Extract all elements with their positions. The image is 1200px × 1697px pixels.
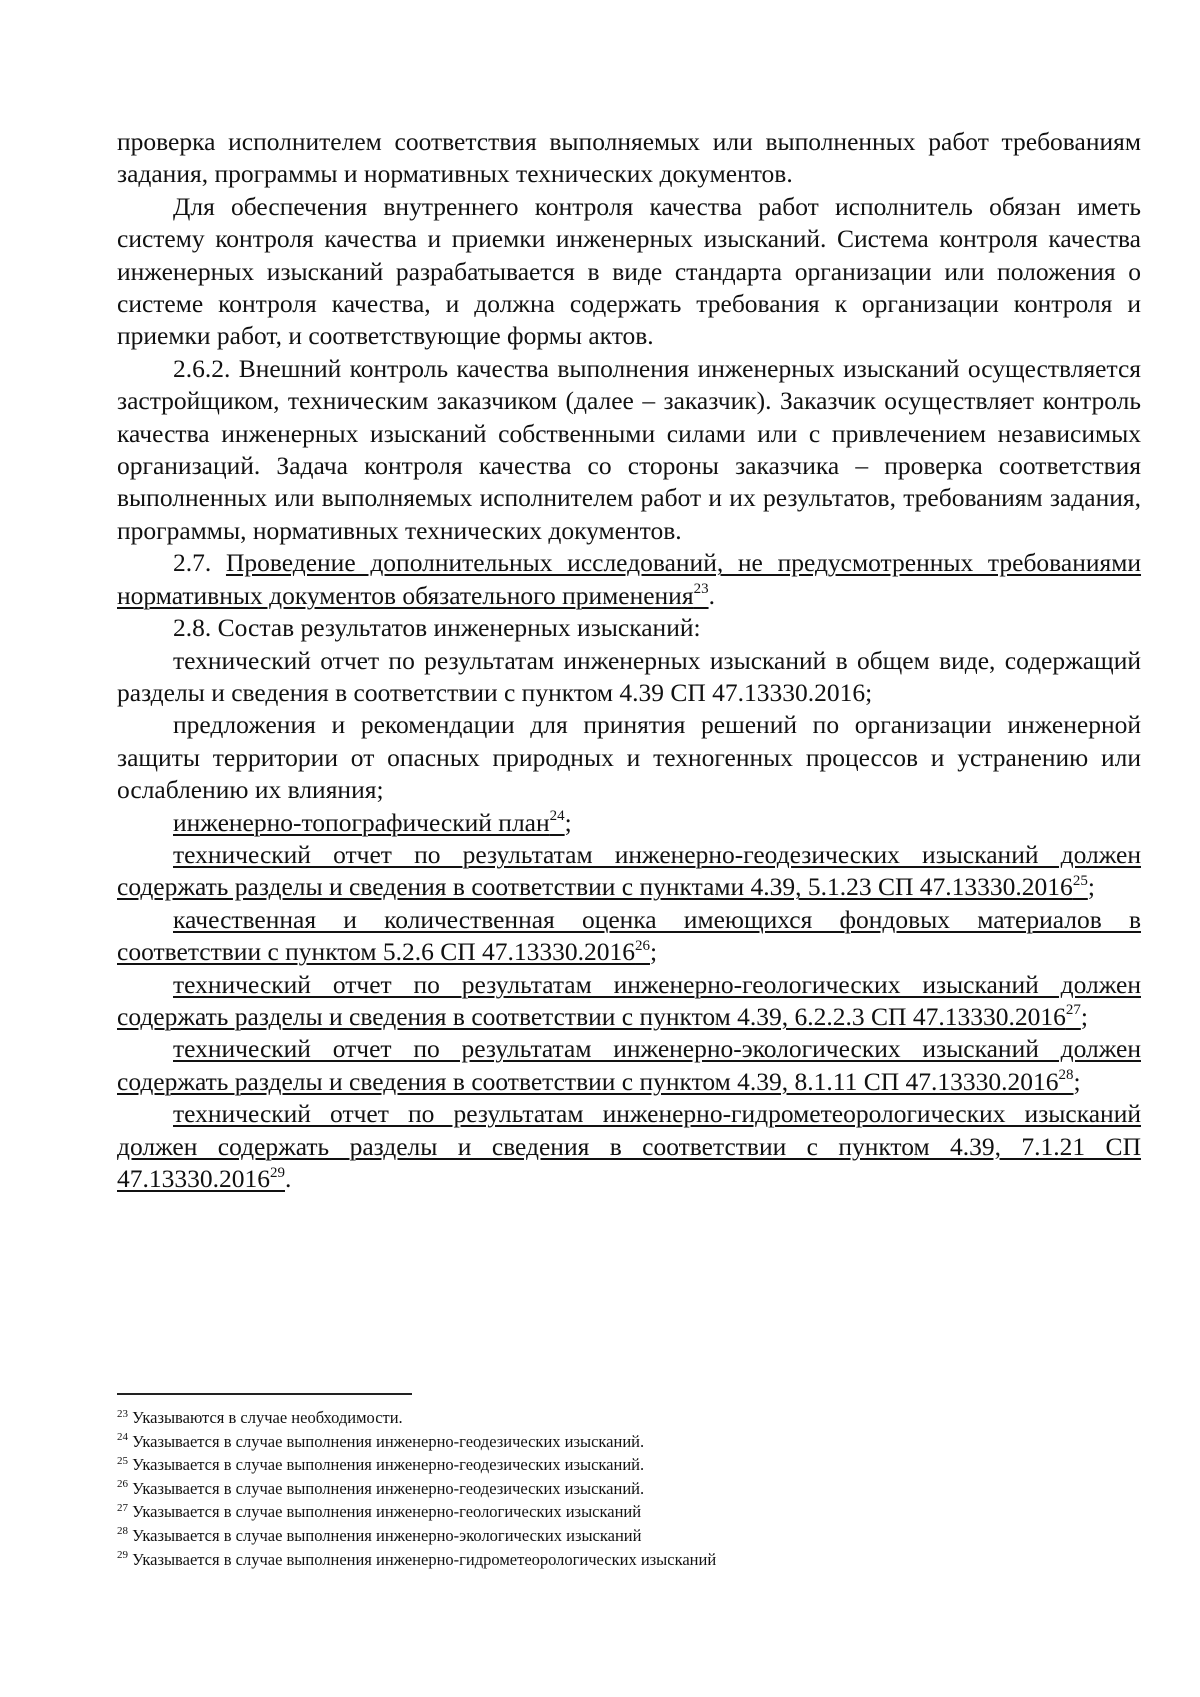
paragraph-2-7-additional-research: 2.7. Проведение дополнительных исследований, не предусмотренных требованиями нормативных документов обязательного применения$^{23}$. (117, 548, 1142, 610)
footnote-27: $^{27}$ Указывается в случае выполнения инженерно-геологических изысканий (117, 1501, 642, 1522)
footnote-24: $^{24}$ Указывается в случае выполнения инженерно-геодезических изысканий. (117, 1431, 645, 1451)
footnote-separator (117, 1393, 412, 1395)
footnote-26: $^{26}$ Указывается в случае выполнения инженерно-геодезических изысканий. (117, 1478, 645, 1498)
footnote-23: $^{23}$ Указываются в случае необходимости. (117, 1407, 403, 1427)
list-item-topographic-plan: инженерно-топографический план$^{24}$; (173, 807, 572, 837)
footnotes (117, 1406, 1141, 1571)
footnote-ref-29: 29 (270, 1164, 285, 1181)
underlined-text: технический отчет по результатам инженерно-геологических изысканий должен содержать разделы и сведения в соответствии с пунктом 4.39, 6.2.2.3 СП 47.13330.2016$^{27}$ (117, 969, 1141, 1031)
underlined-text: технический отчет по результатам инженерно-геодезических изысканий должен содержать разделы и сведения в соответствии с пунктами 4.39, 5.1.23 СП 47.13330.2016$^{25}$ (117, 839, 1141, 902)
footnote-ref-27: 27 (1065, 1002, 1081, 1019)
footnote-ref-28: 28 (1058, 1067, 1074, 1084)
footnote-28: $^{28}$ Указывается в случае выполнения инженерно-экологических изысканий (117, 1525, 642, 1545)
footnote-25: $^{25}$ Указывается в случае выполнения инженерно-геодезических изысканий. (117, 1454, 645, 1475)
list-item-hydrometeorological-report: технический отчет по результатам инженерно-гидрометеорологических изысканий должен содержать разделы и сведения в соответствии с пунктом 4.39, 7.1.21 СП 47.13330.2016$^{29}$. (117, 1099, 1141, 1193)
underlined-text: технический отчет по результатам инженерно-гидрометеорологических изысканий должен содержать разделы и сведения в соответствии с пунктом 4.39, 7.1.21 СП 47.13330.2016$^{29}$ (117, 1099, 1141, 1193)
underlined-text: Проведение дополнительных исследований, не предусмотренных требованиями нормативных документов обязательного применения$^{23}$ (117, 548, 1142, 610)
underlined-text: инженерно-топографический план$^{24}$ (173, 807, 565, 837)
underlined-text: качественная и количественная оценка имеющихся фондовых материалов в соответствии с пунктом 5.2.6 СП 47.13330.2016$^{26}$ (117, 904, 1141, 967)
underlined-text: технический отчет по результатам инженерно-экологических изысканий должен содержать разделы и сведения в соответствии с пунктом 4.39, 8.1.11 СП 47.13330.2016$^{28}$ (117, 1034, 1141, 1096)
document-body (117, 126, 1141, 1195)
paragraph-internal-control: Для обеспечения внутреннего контроля качества работ исполнитель обязан иметь систему контроля качества и приемки инженерных изысканий. Система контроля качества инженерных изысканий разрабатывается в виде стандарта организации или положения о системе контроля качества, и должна содержать требования к организации контроля и приемки работ, и соответствующие формы актов. (117, 191, 1141, 351)
list-item-geological-report: технический отчет по результатам инженерно-геологических изысканий должен содержать разделы и сведения в соответствии с пунктом 4.39, 6.2.2.3 СП 47.13330.2016$^{27}$; (117, 969, 1141, 1031)
paragraph-2-6-2-external-control: 2.6.2. Внешний контроль качества выполнения инженерных изысканий осуществляется застройщиком, техническим заказчиком (далее – заказчик). Заказчик осуществляет контроль качества инженерных изысканий собственными силами или с привлечением независимых организаций. Задача контроля качества со стороны заказчика – проверка соответствия выполненных или выполняемых исполнителем работ и их результатов, требованиям задания, программы, нормативных технических документов. (117, 353, 1141, 545)
footnote-ref-23: 23 (693, 581, 709, 598)
list-item-general-report: технический отчет по результатам инженерных изысканий в общем виде, содержащий разделы и сведения в соответствии с пунктом 4.39 СП 47.13330.2016; (117, 645, 1141, 707)
footnote-ref-26: 26 (635, 937, 651, 954)
list-item-recommendations: предложения и рекомендации для принятия решений по организации инженерной защиты территории от опасных природных и техногенных процессов и устранению или ослаблению их влияния; (117, 710, 1141, 805)
paragraph-quality-check-end: проверка исполнителем соответствия выполняемых или выполненных работ требованиям задания, программы и нормативных технических документов. (117, 127, 1141, 189)
list-item-ecological-report: технический отчет по результатам инженерно-экологических изысканий должен содержать разделы и сведения в соответствии с пунктом 4.39, 8.1.11 СП 47.13330.2016$^{28}$; (117, 1034, 1141, 1096)
footnote-ref-25: 25 (1072, 872, 1088, 889)
footnote-29: $^{29}$ Указывается в случае выполнения инженерно-гидрометеорологических изысканий (117, 1549, 717, 1569)
footnote-ref-24: 24 (549, 808, 565, 825)
paragraph-2-8-results-composition: 2.8. Состав результатов инженерных изысканий: (173, 613, 701, 643)
list-item-geodetic-report: технический отчет по результатам инженерно-геодезических изысканий должен содержать разделы и сведения в соответствии с пунктами 4.39, 5.1.23 СП 47.13330.2016$^{25}$; (117, 839, 1141, 902)
list-item-fund-materials: качественная и количественная оценка имеющихся фондовых материалов в соответствии с пунктом 5.2.6 СП 47.13330.2016$^{26}$; (117, 904, 1141, 967)
